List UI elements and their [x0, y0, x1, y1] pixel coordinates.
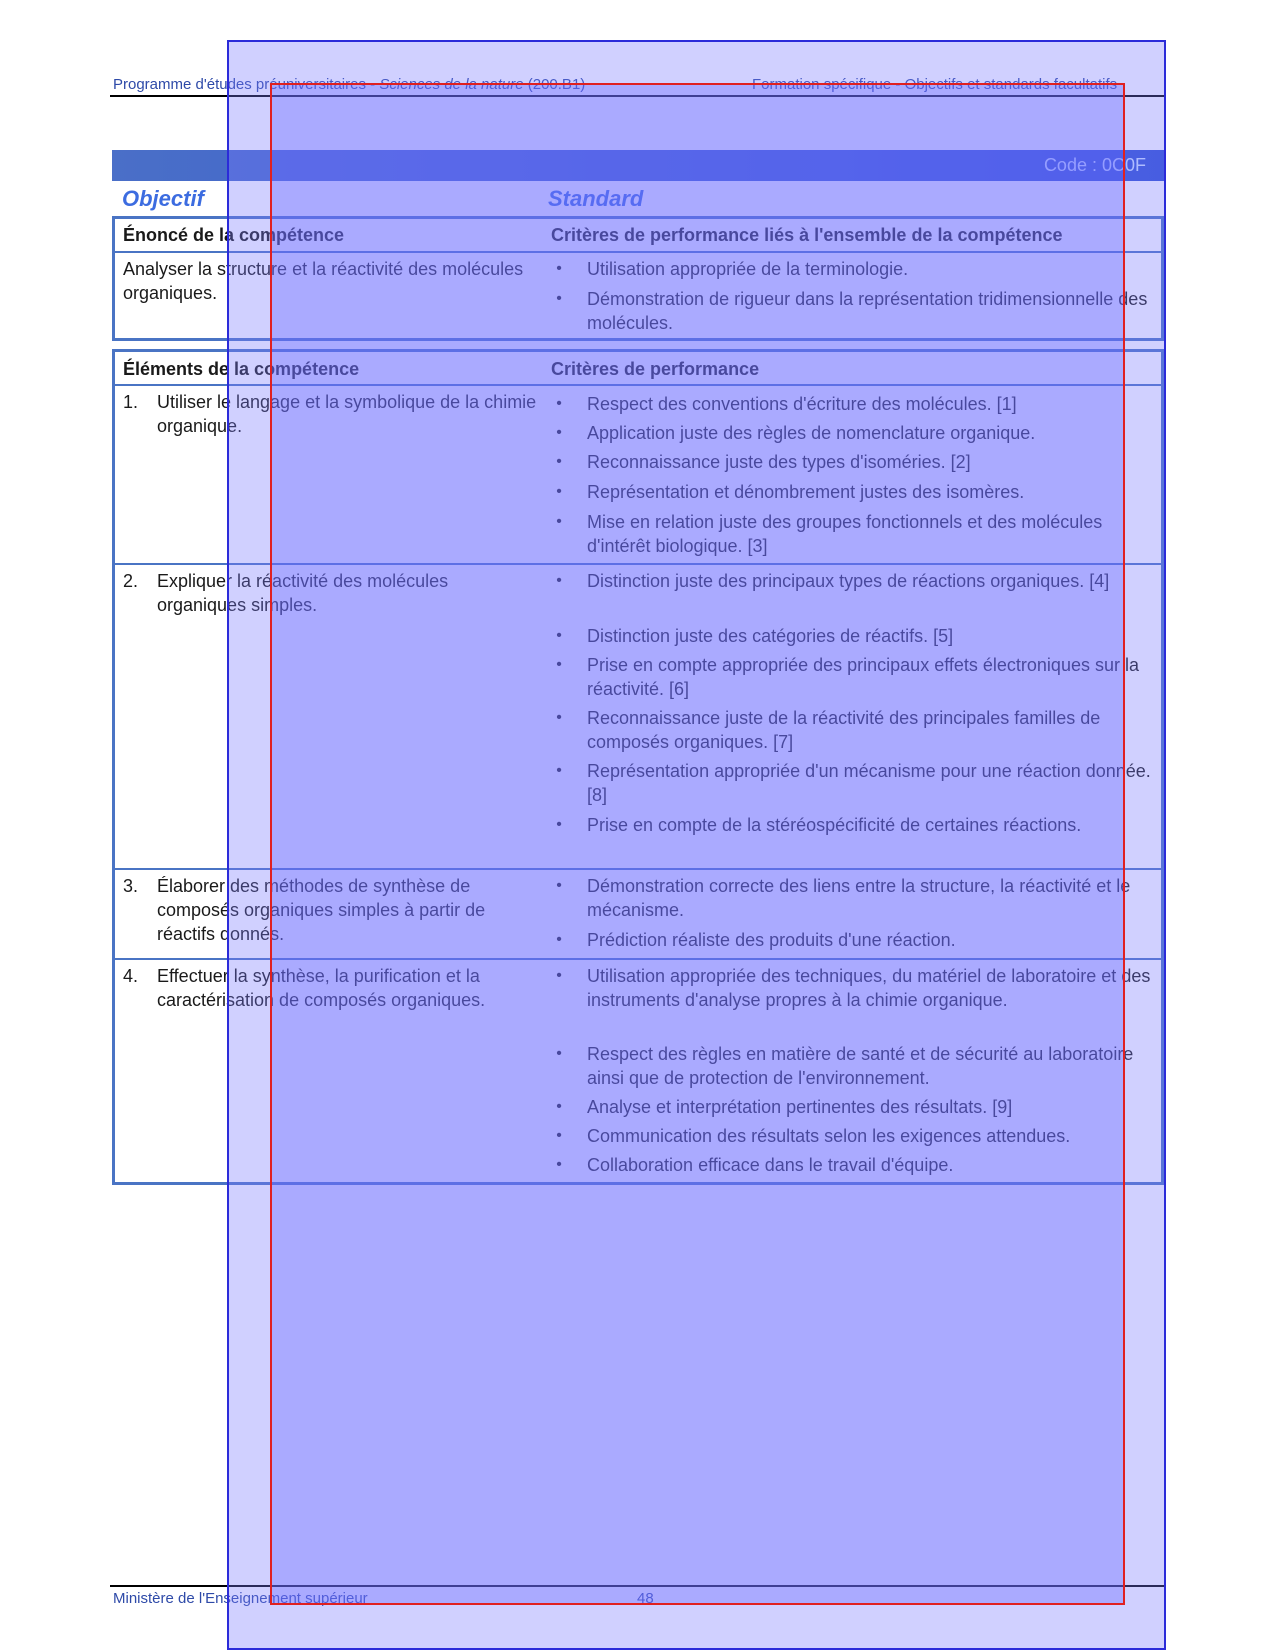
bullet-icon: •	[556, 453, 562, 470]
element-text: Effectuer la synthèse, la purification et la caractérisation de composés organiques.	[157, 966, 486, 1010]
bullet-icon: •	[556, 967, 562, 984]
criteria-text: Démonstration de rigueur dans la représentation tridimensionnelle des molécules.	[587, 289, 1148, 333]
elements-criteria-header: Critères de performance	[551, 359, 760, 379]
bullet-icon: •	[556, 1045, 562, 1062]
criteria-text: Distinction juste des principaux types de réactions organiques. [4]	[587, 571, 1110, 591]
criteria-text: Représentation et dénombrement justes des isomères.	[587, 482, 1025, 502]
bullet-icon: •	[556, 572, 562, 589]
bullet-icon: •	[556, 483, 562, 500]
criteria-text: Représentation appropriée d'un mécanisme pour une réaction donnée. [8]	[587, 761, 1151, 805]
criteria-text: Respect des règles en matière de santé et de sécurité au laboratoire ainsi que de protection de l'environnement.	[587, 1044, 1134, 1088]
bullet-icon: •	[556, 1127, 562, 1144]
element-number: 1.	[123, 392, 139, 412]
bullet-icon: •	[556, 1156, 562, 1173]
element-number: 2.	[123, 571, 139, 591]
footer-ministry: Ministère de l'Enseignement supérieur	[113, 1590, 368, 1607]
objectif-title: Objectif	[122, 186, 204, 211]
criteria-text: Prédiction réaliste des produits d'une réaction.	[587, 930, 956, 950]
criteria-text: Prise en compte appropriée des principaux effets électroniques sur la réactivité. [6]	[587, 655, 1139, 699]
elements-header: Éléments de la compétence	[123, 359, 360, 379]
criteria-text: Démonstration correcte des liens entre la structure, la réactivité et le mécanisme.	[587, 876, 1131, 920]
selection-overlay-inner	[270, 83, 1125, 1605]
bullet-icon: •	[556, 513, 562, 530]
competence-code: Code : 0C0F	[1043, 155, 1146, 175]
bullet-icon: •	[556, 709, 562, 726]
bullet-icon: •	[556, 627, 562, 644]
element-number: 4.	[123, 966, 139, 986]
competence-enonce-text: Analyser la structure et la réactivité des molécules organiques.	[123, 259, 524, 303]
competence-enonce-header: Énoncé de la compétence	[123, 225, 345, 245]
criteria-text: Collaboration efficace dans le travail d'équipe.	[587, 1155, 954, 1175]
bullet-icon: •	[556, 762, 562, 779]
element-text: Élaborer des méthodes de synthèse de composés organiques simples à partir de réactifs donnés.	[157, 876, 486, 944]
bullet-icon: •	[556, 931, 562, 948]
standard-title: Standard	[548, 186, 644, 211]
bullet-icon: •	[556, 816, 562, 833]
criteria-text: Application juste des règles de nomenclature organique.	[587, 423, 1036, 443]
criteria-text: Distinction juste des catégories de réactifs. [5]	[587, 626, 954, 646]
bullet-icon: •	[556, 260, 562, 277]
header-program-suffix: (200.B1)	[523, 76, 586, 93]
criteria-text: Reconnaissance juste des types d'isoméries. [2]	[587, 452, 971, 472]
criteria-text: Reconnaissance juste de la réactivité des principales familles de composés organiques. [7]	[587, 708, 1101, 752]
bullet-icon: •	[556, 395, 562, 412]
competence-criteria-header: Critères de performance liés à l'ensemble de la compétence	[551, 225, 1063, 245]
criteria-text: Respect des conventions d'écriture des molécules. [1]	[587, 394, 1017, 414]
criteria-text: Analyse et interprétation pertinentes des résultats. [9]	[587, 1097, 1013, 1117]
element-number: 3.	[123, 876, 139, 896]
criteria-text: Communication des résultats selon les exigences attendues.	[587, 1126, 1071, 1146]
element-text: Utiliser le langage et la symbolique de la chimie organique.	[157, 392, 537, 436]
bullet-icon: •	[556, 877, 562, 894]
criteria-text: Prise en compte de la stéréospécificité de certaines réactions.	[587, 815, 1082, 835]
header-section-title: Formation spécifique - Objectifs et standards facultatifs	[752, 76, 1118, 93]
bullet-icon: •	[556, 1098, 562, 1115]
header-program-prefix: Programme d'études préuniversitaires -	[113, 76, 380, 93]
header-program-italic: Sciences de la nature	[379, 76, 524, 93]
bullet-icon: •	[556, 290, 562, 307]
bullet-icon: •	[556, 656, 562, 673]
criteria-text: Mise en relation juste des groupes fonctionnels et des molécules d'intérêt biologique. [3]	[587, 512, 1103, 556]
criteria-text: Utilisation appropriée de la terminologie.	[587, 259, 909, 279]
criteria-text: Utilisation appropriée des techniques, du matériel de laboratoire et des instruments d'analyse propres à la chimie organique.	[587, 966, 1151, 1010]
element-text: Expliquer la réactivité des molécules organiques simples.	[157, 571, 449, 615]
page-number: 48	[637, 1590, 654, 1607]
bullet-icon: •	[556, 424, 562, 441]
